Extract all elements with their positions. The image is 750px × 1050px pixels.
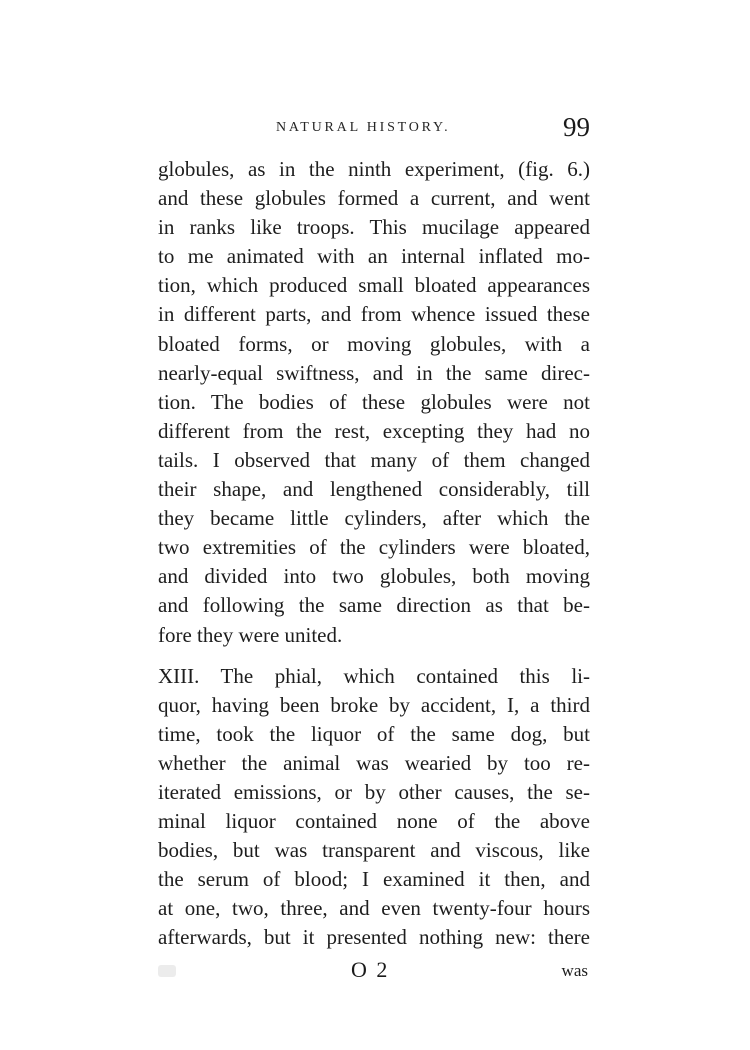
running-head bbox=[158, 112, 590, 142]
body-text bbox=[158, 155, 590, 953]
text-line: and following the same direction as that be- bbox=[158, 593, 590, 618]
text-line: tails. I observed that many of them changed bbox=[158, 447, 590, 472]
text-line: different from the rest, excepting they had no bbox=[158, 418, 590, 443]
section-start-line: XIII. The phial, which contained this li- bbox=[158, 663, 590, 688]
text-line: in different parts, and from whence issued these bbox=[158, 302, 590, 327]
text-line: quor, having been broke by accident, I, a third bbox=[158, 692, 590, 717]
text-line: bloated forms, or moving globules, with a bbox=[158, 331, 590, 356]
text-line: nearly-equal swiftness, and in the same direc- bbox=[158, 360, 590, 385]
text-line: their shape, and lengthened considerably, till bbox=[158, 477, 590, 502]
text-line: to me animated with an internal inflated mo- bbox=[158, 244, 590, 269]
text-line: time, took the liquor of the same dog, but bbox=[158, 721, 590, 746]
text-line: whether the animal was wearied by too re- bbox=[158, 750, 590, 775]
running-title: NATURAL HISTORY. bbox=[276, 120, 451, 135]
text-line: globules, as in the ninth experiment, (fig. 6.) bbox=[158, 157, 590, 181]
text-line: the serum of blood; I examined it then, and bbox=[158, 867, 590, 892]
paragraph-end-line: fore they were united. bbox=[158, 622, 343, 647]
signature-mark: O 2 bbox=[351, 957, 390, 982]
text-line: two extremities of the cylinders were bloated, bbox=[158, 535, 590, 560]
text-line: at one, two, three, and even twenty-four hours bbox=[158, 896, 590, 921]
text-line: minal liquor contained none of the above bbox=[158, 809, 590, 834]
catchword: was bbox=[561, 961, 588, 980]
page-number: 99 bbox=[563, 112, 590, 142]
signature-line bbox=[158, 957, 590, 987]
text-line: tion, which produced small bloated appearances bbox=[158, 273, 590, 298]
text-line: they became little cylinders, after which the bbox=[158, 506, 590, 531]
text-line: afterwards, but it presented nothing new: there bbox=[158, 925, 590, 950]
text-line: and divided into two globules, both moving bbox=[158, 564, 590, 589]
text-line: tion. The bodies of these globules were not bbox=[158, 389, 590, 414]
text-line: bodies, but was transparent and viscous, like bbox=[158, 838, 590, 863]
text-line: in ranks like troops. This mucilage appeared bbox=[158, 215, 590, 240]
text-line: and these globules formed a current, and went bbox=[158, 186, 590, 211]
text-line: iterated emissions, or by other causes, the se- bbox=[158, 779, 590, 804]
ink-smudge bbox=[158, 965, 176, 977]
